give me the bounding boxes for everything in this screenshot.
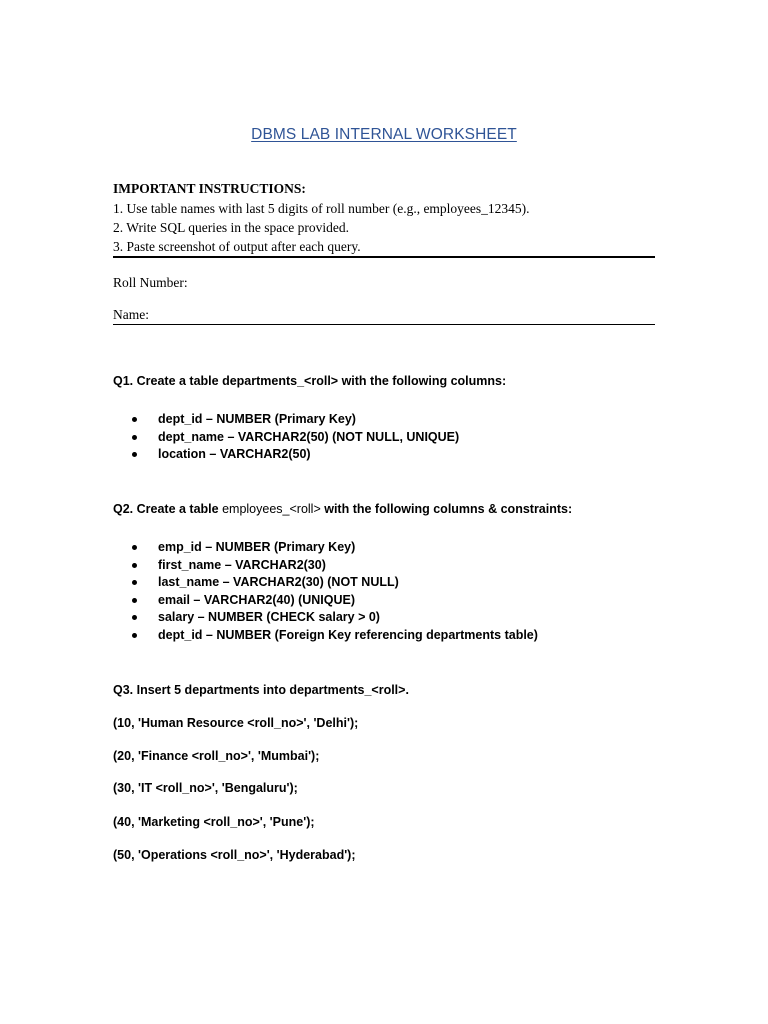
q3-row: (10, 'Human Resource <roll_no>', 'Delhi');	[113, 716, 359, 730]
instruction-item: 3. Paste screenshot of output after each query.	[113, 239, 361, 254]
list-item: location – VARCHAR2(50)	[113, 446, 459, 464]
bullet-icon	[132, 417, 137, 422]
q2-prompt: Q2. Create a table employees_<roll> with the following columns & constraints:	[113, 502, 573, 516]
list-item: emp_id – NUMBER (Primary Key)	[113, 539, 538, 557]
bullet-icon	[132, 545, 137, 550]
page-title: DBMS LAB INTERNAL WORKSHEET	[251, 126, 517, 143]
bullet-icon	[132, 563, 137, 568]
bullet-icon	[132, 580, 137, 585]
name-underline	[113, 324, 655, 325]
instruction-item: 1. Use table names with last 5 digits of roll number (e.g., employees_12345).	[113, 201, 530, 216]
q3-row: (40, 'Marketing <roll_no>', 'Pune');	[113, 815, 315, 829]
list-item: dept_name – VARCHAR2(50) (NOT NULL, UNIQUE)	[113, 429, 459, 447]
q3-row: (30, 'IT <roll_no>', 'Bengaluru');	[113, 781, 298, 795]
q3-row: (20, 'Finance <roll_no>', 'Mumbai');	[113, 749, 320, 763]
instructions-divider	[113, 256, 655, 258]
roll-number-label: Roll Number:	[113, 275, 188, 290]
q1-prompt: Q1. Create a table departments_<roll> with the following columns:	[113, 374, 507, 388]
bullet-icon	[132, 615, 137, 620]
q2-column-list	[113, 539, 538, 644]
bullet-icon	[132, 435, 137, 440]
name-label: Name:	[113, 307, 149, 322]
list-item: first_name – VARCHAR2(30)	[113, 557, 538, 575]
q1-column-list	[113, 411, 459, 464]
instruction-item: 2. Write SQL queries in the space provided.	[113, 220, 350, 235]
bullet-icon	[132, 452, 137, 457]
q3-prompt: Q3. Insert 5 departments into departments_<roll>.	[113, 683, 409, 697]
list-item: email – VARCHAR2(40) (UNIQUE)	[113, 592, 538, 610]
list-item: dept_id – NUMBER (Primary Key)	[113, 411, 459, 429]
list-item: salary – NUMBER (CHECK salary > 0)	[113, 609, 538, 627]
q3-row: (50, 'Operations <roll_no>', 'Hyderabad');	[113, 848, 356, 862]
list-item: dept_id – NUMBER (Foreign Key referencing departments table)	[113, 627, 538, 645]
bullet-icon	[132, 598, 137, 603]
instructions-heading: IMPORTANT INSTRUCTIONS:	[113, 181, 306, 196]
list-item: last_name – VARCHAR2(30) (NOT NULL)	[113, 574, 538, 592]
bullet-icon	[132, 633, 137, 638]
